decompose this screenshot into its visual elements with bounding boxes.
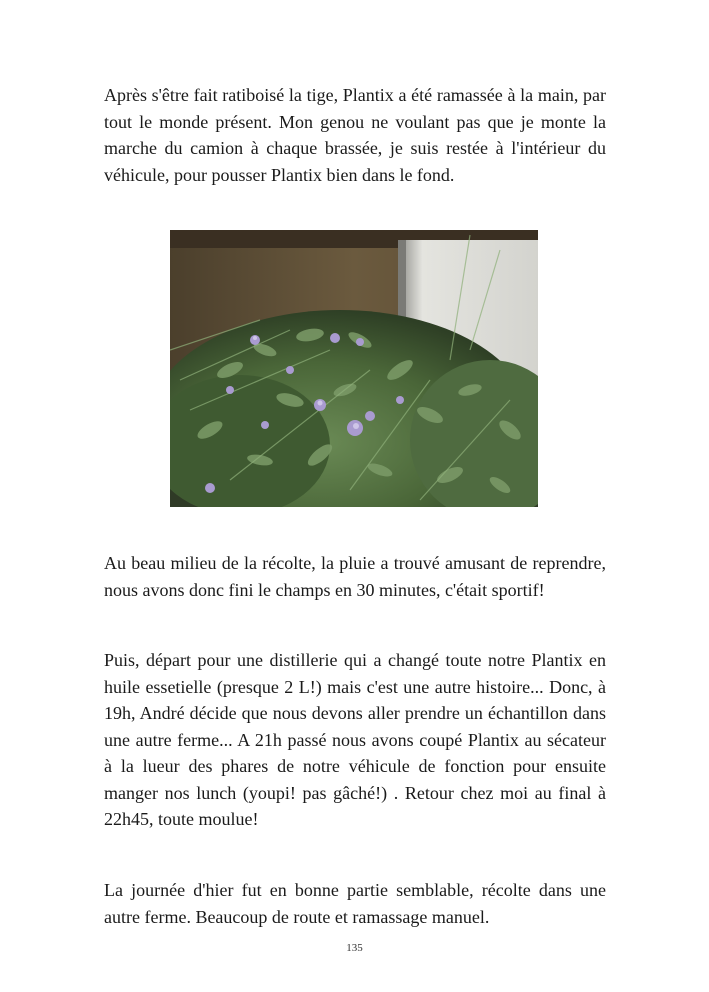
page-number: 135: [346, 942, 363, 954]
paragraph-2: Au beau milieu de la récolte, la pluie a trouvé amusant de reprendre, nous avons donc fini le champs en 30 minutes, c'était sportif!: [104, 553, 606, 600]
paragraph-3: Puis, départ pour une distillerie qui a changé toute notre Plantix en huile essetielle (presque 2 L!) mais c'est une autre histoire... Donc, à 19h, André décide que nous devons aller prendre un échantillon dans une autre ferme... A 21h passé nous avons coupé Plantix au sécateur à la lueur des phares de notre véhicule de fonction pour ensuite manger nos lunch (youpi! pas gâché!) . Retour chez moi au final à 22h45, toute moulue!: [104, 650, 606, 829]
paragraph-4: La journée d'hier fut en bonne partie semblable, récolte dans une autre ferme. Beaucoup de route et ramassage manuel.: [104, 880, 606, 927]
paragraph-1: Après s'être fait ratiboisé la tige, Plantix a été ramassée à la main, par tout le monde présent. Mon genou ne voulant pas que je monte la marche du camion à chaque brassée, je suis restée à l'intérieur du véhicule, pour pousser Plantix bien dans le fond.: [104, 85, 606, 185]
harvest-photo: [170, 230, 538, 507]
